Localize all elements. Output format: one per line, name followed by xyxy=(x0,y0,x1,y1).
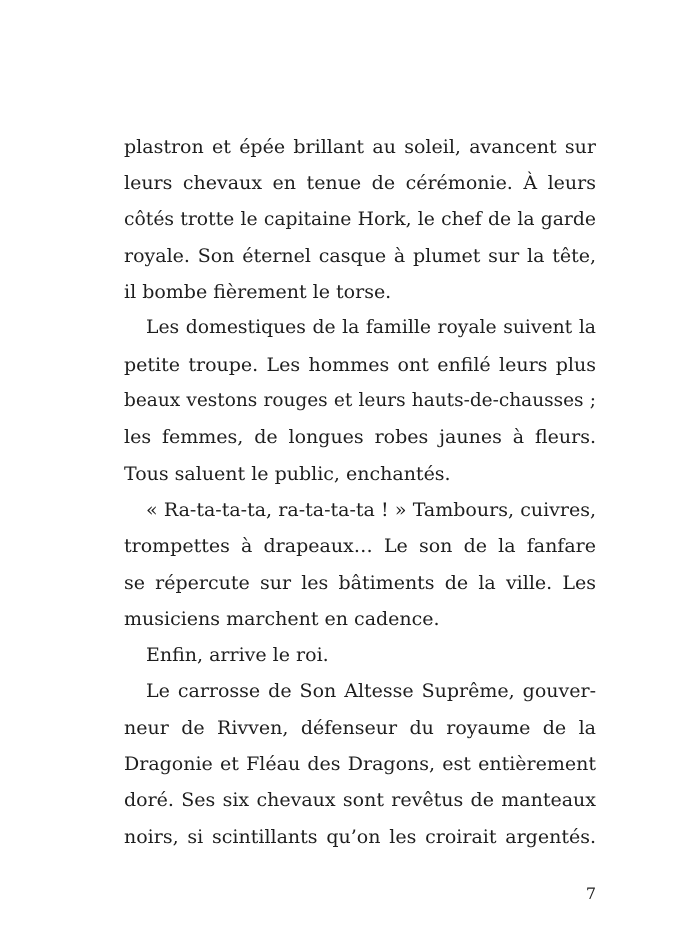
text-line: trompettes à drapeaux… Le son de la fanfare xyxy=(124,535,596,558)
text-line: royale. Son éternel casque à plumet sur la tête, xyxy=(124,244,596,267)
text-line: Enfin, arrive le roi. xyxy=(146,644,329,667)
text-line: Les domestiques de la famille royale suivent la xyxy=(146,317,596,339)
text-line: leurs chevaux en tenue de cérémonie. À leurs xyxy=(124,172,596,195)
text-line: petite troupe. Les hommes ont enfilé leurs plus xyxy=(124,353,596,376)
text-line: musiciens marchent en cadence. xyxy=(124,607,440,630)
paragraph xyxy=(124,637,596,673)
text-line: noirs, si scintillants qu’on les croirait argentés. xyxy=(124,825,596,848)
paragraph xyxy=(124,310,596,491)
text-line: doré. Ses six chevaux sont revêtus de manteaux xyxy=(124,789,596,812)
text-line: Le carrosse de Son Altesse Suprême, gouver- xyxy=(146,680,596,703)
text-line: côtés trotte le capitaine Hork, le chef de la garde xyxy=(124,208,596,230)
text-line: Tous saluent le public, enchantés. xyxy=(124,462,451,485)
text-line: plastron et épée brillant au soleil, avancent sur xyxy=(124,136,596,158)
text-line: neur de Rivven, défenseur du royaume de la xyxy=(124,716,596,739)
text-line: il bombe fièrement le torse. xyxy=(124,281,392,304)
text-line: se répercute sur les bâtiments de la ville. Les xyxy=(124,571,596,594)
text-line: les femmes, de longues robes jaunes à fleurs. xyxy=(124,426,596,449)
paragraph xyxy=(124,673,596,854)
text-line: beaux vestons rouges et leurs hauts-de-chausses ; xyxy=(124,390,596,412)
page-number: 7 xyxy=(585,884,596,903)
text-line: « Ra-ta-ta-ta, ra-ta-ta-ta ! » Tambours, cuivres, xyxy=(146,498,596,521)
book-page-text xyxy=(124,129,596,855)
text-line: Dragonie et Fléau des Dragons, est entièrement xyxy=(124,753,596,776)
paragraph xyxy=(124,129,596,310)
paragraph xyxy=(124,492,596,637)
